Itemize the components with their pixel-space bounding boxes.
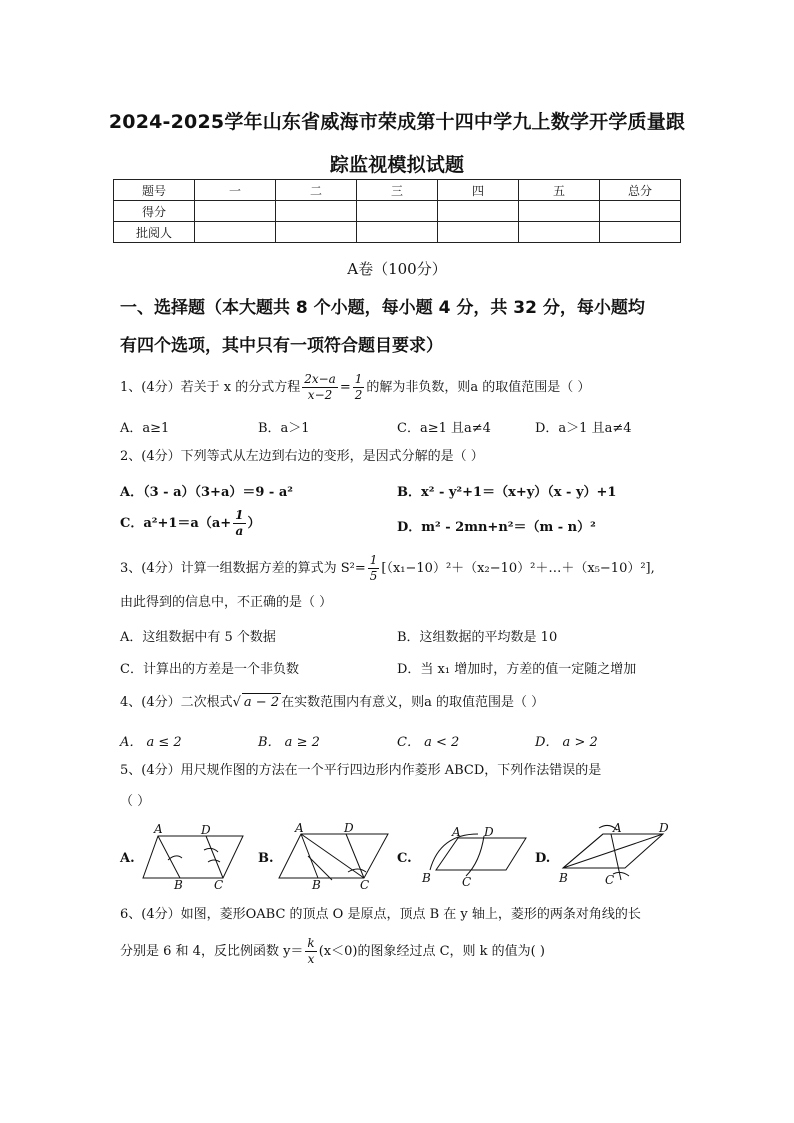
q5-option-d[interactable]: D.: [535, 851, 551, 866]
score-table: [113, 179, 681, 243]
arc-mark: [308, 856, 332, 880]
q2-option-a[interactable]: A．（3 - a）（3+a）＝9 - a²: [120, 485, 293, 500]
q5-option-a[interactable]: A.: [120, 851, 135, 866]
q1-prefix: 1、(4分）若关于 x 的分式方程: [120, 380, 301, 395]
score-cell[interactable]: [600, 222, 681, 243]
parallelogram-shape: [436, 838, 526, 870]
q2-optc-den: a: [235, 524, 244, 538]
q4-radicand: a − 2: [243, 695, 280, 710]
q6-fraction: [305, 936, 316, 967]
q4-option-d[interactable]: D． a > 2: [535, 735, 598, 750]
point-label-c: C: [360, 878, 370, 890]
arc-mark: [430, 834, 478, 870]
q2-option-d[interactable]: D．m² - 2mn+n²＝（m - n）²: [397, 520, 596, 535]
point-label-a: A: [613, 821, 622, 835]
q1-equals: =: [339, 380, 351, 395]
segment-bd: [563, 834, 663, 868]
q5-option-c[interactable]: C.: [397, 851, 412, 866]
q1-frac1-den: x−2: [307, 388, 333, 402]
q2-optc-num: 1: [235, 508, 244, 522]
part1-heading-line2: 有四个选项，其中只有一项符合题目要求）: [120, 336, 443, 356]
arc-mark: [208, 860, 220, 862]
arc-mark: [204, 848, 218, 852]
score-cell[interactable]: [276, 201, 357, 222]
point-label-d: D: [201, 823, 211, 837]
q4-option-c[interactable]: C． a < 2: [397, 735, 460, 750]
section-a-heading: A卷（100分）: [347, 260, 447, 278]
point-label-a: A: [295, 821, 304, 835]
q1-option-b[interactable]: B．a＞1: [258, 421, 310, 436]
row-label: 得分: [114, 201, 195, 222]
q2-option-b[interactable]: B．x² - y²+1＝（x+y）（x - y）+1: [397, 485, 617, 500]
score-cell[interactable]: [519, 201, 600, 222]
q4-prefix: 4、(4分）二次根式: [120, 695, 233, 710]
segment-ab: [301, 834, 318, 878]
q5-figure-b: [276, 820, 391, 890]
q6-frac-num: k: [307, 936, 315, 950]
point-label-d: D: [484, 825, 494, 839]
q1-fraction-right: [353, 372, 365, 403]
question-4-stem: [120, 693, 544, 712]
q1-frac1-num: 2x−a: [304, 372, 336, 386]
score-table-header-row: [114, 180, 681, 201]
point-label-a: A: [452, 825, 461, 839]
question-3-stem-line2: 由此得到的信息中，不正确的是（ ）: [120, 595, 333, 610]
point-label-b: B: [174, 878, 183, 890]
q1-frac2-num: 1: [354, 372, 363, 386]
q4-suffix: 在实数范围内有意义，则a 的取值范围是（ ）: [281, 695, 545, 710]
arc-mark: [348, 869, 366, 872]
question-1-stem: [120, 372, 590, 403]
segment-dc: [206, 836, 223, 878]
q6-line2-pre: 分别是 6 和 4，反比例函数 y＝: [120, 944, 304, 959]
question-2-stem: 2、(4分）下列等式从左边到右边的变形，是因式分解的是（ ）: [120, 449, 484, 464]
point-label-c: C: [462, 875, 472, 889]
score-cell[interactable]: [357, 201, 438, 222]
page-title-line2: 踪监视模拟试题: [329, 154, 465, 176]
q2-optc-fraction: [233, 508, 245, 539]
score-cell[interactable]: [195, 201, 276, 222]
q2-optc-post: ）: [247, 516, 261, 531]
part1-heading-line1: 一、选择题（本大题共 8 个小题，每小题 4 分，共 32 分，每小题均: [120, 298, 645, 318]
question-6-stem-line2: [120, 936, 545, 967]
q3-option-a[interactable]: A．这组数据中有 5 个数据: [120, 630, 276, 645]
segment-ab: [563, 834, 603, 868]
table-header-cell: 三: [357, 180, 438, 201]
q3-option-c[interactable]: C．计算出的方差是一个非负数: [120, 662, 299, 677]
row-label: 批阅人: [114, 222, 195, 243]
point-label-a: A: [154, 822, 163, 836]
q3-frac-num: 1: [369, 553, 378, 567]
point-label-d: D: [659, 821, 669, 835]
table-header-cell: 四: [438, 180, 519, 201]
table-header-cell: 题号: [114, 180, 195, 201]
q3-option-b[interactable]: B．这组数据的平均数是 10: [397, 630, 558, 645]
q1-frac2-den: 2: [354, 388, 363, 402]
question-5-paren: （ ）: [120, 794, 151, 809]
q1-fraction-left: [302, 372, 338, 403]
parallelogram-shape: [143, 836, 243, 878]
page-title-line1: 2024-2025学年山东省威海市荣成第十四中学九上数学开学质量跟: [108, 111, 686, 133]
q6-frac-den: x: [307, 952, 315, 966]
q2-option-c[interactable]: [120, 508, 261, 539]
table-row: [114, 222, 681, 243]
q2-optc-pre: C．a²+1＝a（a+: [120, 516, 232, 531]
q1-option-c[interactable]: C．a≥1 且a≠4: [397, 421, 491, 436]
score-cell[interactable]: [519, 222, 600, 243]
question-6-stem-line1: 6、(4分）如图，菱形OABC 的顶点 O 是原点，顶点 B 在 y 轴上，菱形的两条对角线的长: [120, 907, 641, 922]
score-cell[interactable]: [357, 222, 438, 243]
point-label-c: C: [214, 878, 224, 890]
q3-prefix: 3、(4分）计算一组数据方差的算式为 S²=: [120, 561, 366, 576]
q3-option-d[interactable]: D．当 x₁ 增加时，方差的值一定随之增加: [397, 662, 637, 677]
q1-suffix: 的解为非负数，则a 的取值范围是（ ）: [366, 380, 591, 395]
sqrt-icon: √: [232, 695, 241, 710]
point-label-b: B: [422, 871, 431, 885]
q6-line2-post: (x＜0)的图象经过点 C，则 k 的值为( ): [318, 944, 545, 959]
q5-figure-d: [555, 820, 675, 890]
score-cell[interactable]: [438, 222, 519, 243]
point-label-b: B: [312, 878, 321, 890]
question-3-stem: [120, 553, 655, 584]
segment-ab: [158, 836, 180, 878]
q5-option-b[interactable]: B.: [258, 851, 274, 866]
score-cell[interactable]: [438, 201, 519, 222]
q1-option-a[interactable]: A．a≥1: [120, 421, 170, 436]
q5-figure-c: [418, 822, 530, 890]
q5-figure-a: [138, 820, 248, 890]
score-cell[interactable]: [195, 222, 276, 243]
score-cell[interactable]: [600, 201, 681, 222]
q4-option-b[interactable]: B． a ≥ 2: [258, 735, 320, 750]
q3-fraction: [368, 553, 380, 584]
table-row: [114, 201, 681, 222]
parallelogram-shape: [279, 834, 388, 878]
q3-formula: [（x₁−10）²＋（x₂−10）²＋…＋（x₅−10）²],: [381, 561, 655, 576]
question-5-stem: 5、(4分）用尺规作图的方法在一个平行四边形内作菱形 ABCD，下列作法错误的是: [120, 763, 602, 778]
arc-mark: [613, 872, 629, 876]
table-header-cell: 二: [276, 180, 357, 201]
table-header-cell: 总分: [600, 180, 681, 201]
table-header-cell: 五: [519, 180, 600, 201]
point-label-b: B: [559, 871, 568, 885]
q3-frac-den: 5: [369, 569, 378, 583]
q4-option-a[interactable]: A． a ≤ 2: [120, 735, 182, 750]
point-label-d: D: [344, 821, 354, 835]
table-header-cell: 一: [195, 180, 276, 201]
q1-option-d[interactable]: D．a＞1 且a≠4: [535, 421, 632, 436]
point-label-c: C: [605, 873, 615, 887]
score-cell[interactable]: [276, 222, 357, 243]
